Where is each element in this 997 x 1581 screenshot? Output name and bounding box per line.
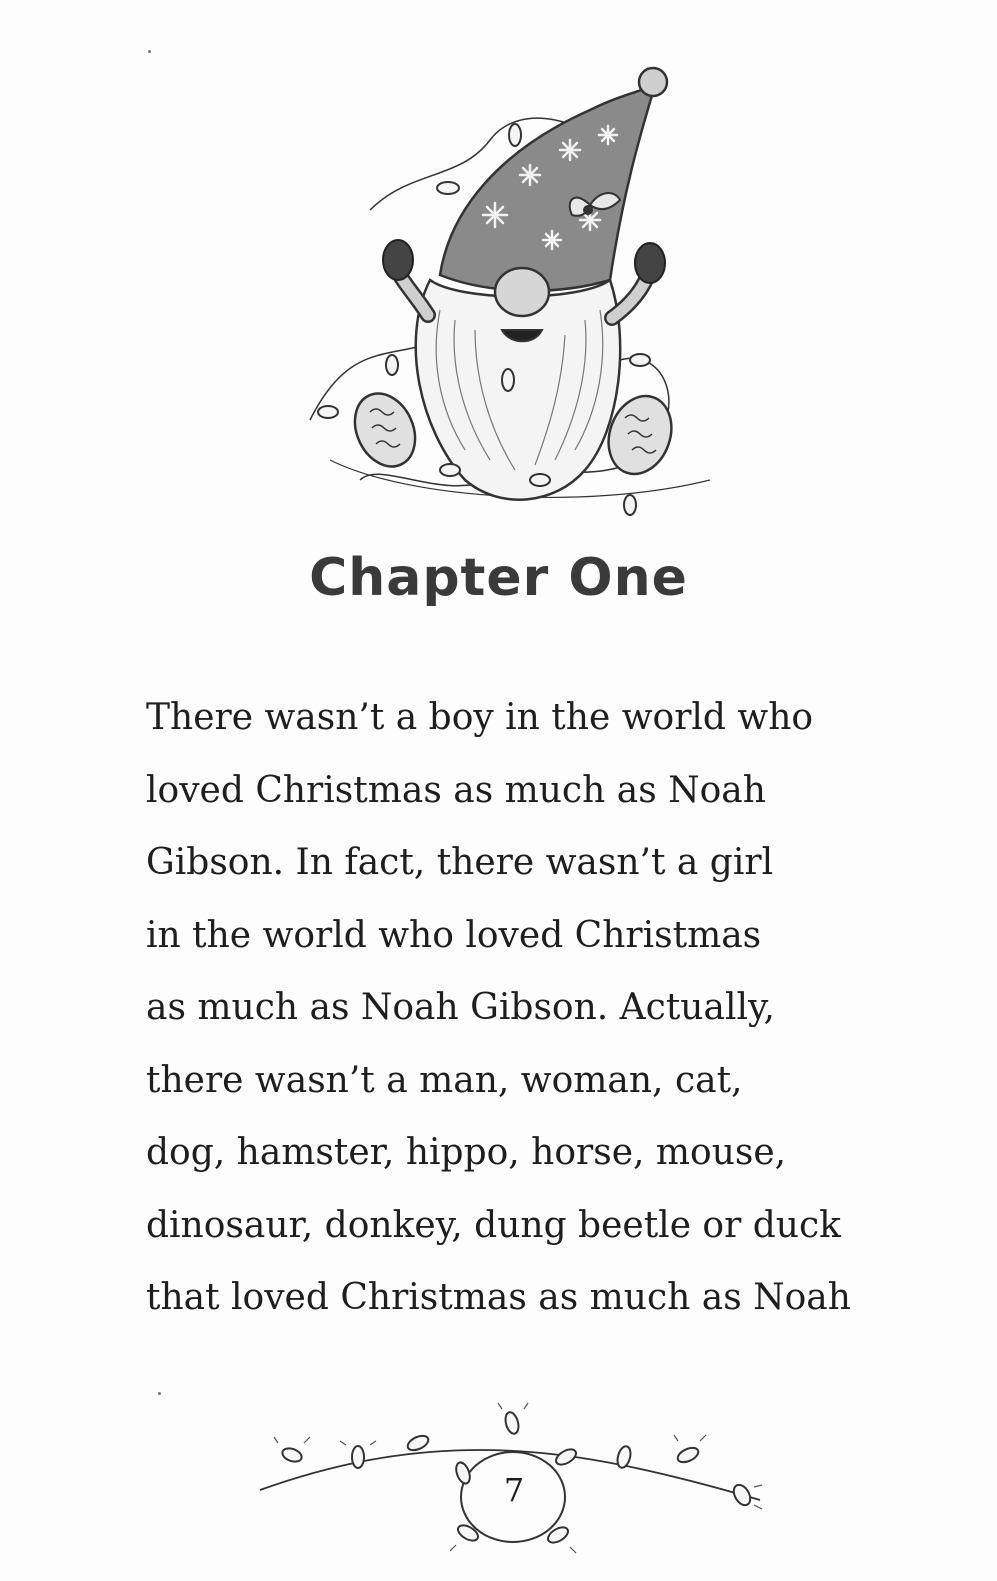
body-line: there wasn’t a man, woman, cat, (146, 1059, 743, 1101)
page-number: 7 (503, 1471, 525, 1509)
body-line: as much as Noah Gibson. Actually, (146, 987, 775, 1028)
body-line: dog, hamster, hippo, horse, mouse, (146, 1132, 787, 1173)
chapter-title: Chapter One (309, 548, 688, 608)
scan-speck (158, 1392, 161, 1395)
body-line: in the world who loved Christmas (146, 914, 762, 956)
christmas-gnome-icon (290, 40, 710, 520)
body-line: that loved Christmas as much as Noah (146, 1277, 851, 1318)
body-line: There wasn’t a boy in the world who (146, 697, 814, 738)
body-line: dinosaur, donkey, dung beetle or duck (146, 1204, 841, 1246)
body-line: loved Christmas as much as Noah (146, 769, 766, 811)
body-line: Gibson. In fact, there wasn’t a girl (146, 842, 774, 883)
chapter-body-text (146, 682, 946, 1335)
scan-speck (148, 50, 151, 53)
